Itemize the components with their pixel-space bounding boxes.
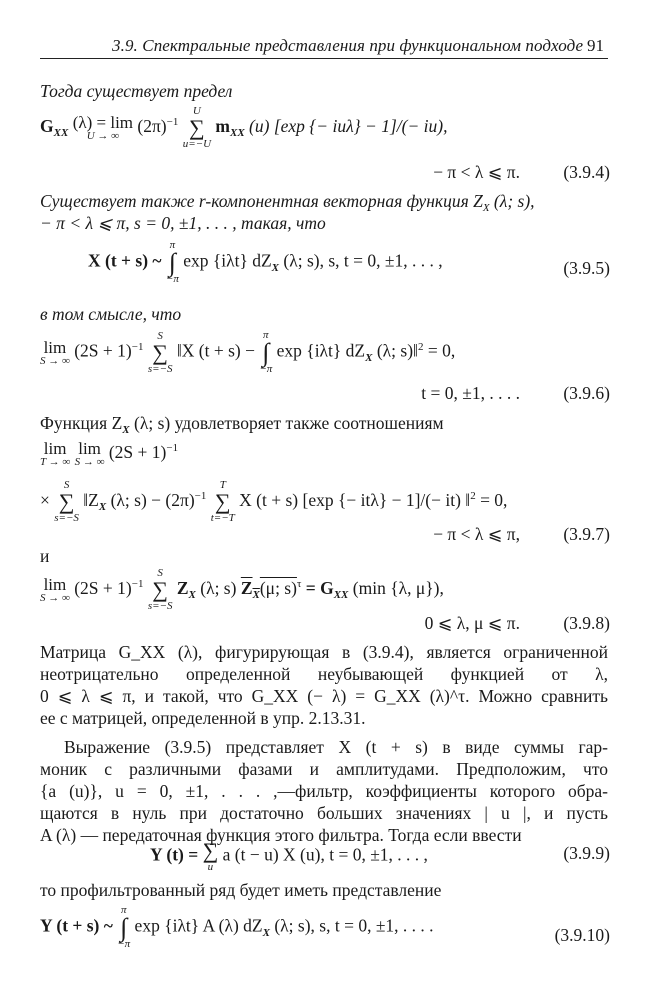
sum-operator: T ∑ t=−T [210,479,235,524]
page-number: 91 [587,36,604,55]
text-line: Существует также r-компонентная векторная функция $Z_X$ (λ; s), [40,191,535,214]
text-line: Функция $Z_X$ (λ; s) удовлетворяет также соотношениям [40,413,444,436]
equation-number: (3.9.8) [563,613,610,633]
text-line: и [40,546,50,566]
text-line: − π < λ ⩽ π, s = 0, ±1, . . . , такая, что [40,213,326,233]
integral-operator: π ∫ −π [117,904,131,951]
equation-number: (3.9.6) [563,383,610,403]
text-line: то профильтрованный ряд будет иметь представление [40,880,442,900]
equation-number: (3.9.5) [563,258,610,278]
equation-3-9-8: lim S → ∞ $(2S + 1)^{-1}$ S ∑ s=−S $Z_X$ (λ; s) $Z_X(\mu$; $s)^\tau = G_{XX}$ (min {λ, μ}), [40,567,444,612]
equation-3-9-10: Y (t + s) ~ π ∫ −π exp {iλt} A (λ) $dZ_X$ (λ; s), s, t = 0, ±1, . . . . [40,904,434,951]
equation-range: − π < λ ⩽ π, [433,524,520,544]
conjugate-term: $Z_X(\mu$; s) [240,578,297,602]
equation-range: − π < λ ⩽ π. [433,162,520,182]
sum-operator: S ∑ s=−S [147,329,173,375]
paragraph: Выражение (3.9.5) представляет X (t + s) в виде суммы гар- моник с различными фазами и амплитудами. Предположим, что {a (u)}, u = 0, ±1, . . . ,—фильтр, коэффициенты которого обра- щаются в нуль при достаточно больших значениях | u |, и пусть A (λ) — передаточная функция этого фильтра. Тогда если ввести [40,737,608,845]
sum-operator: U ∑ u=−U [182,105,212,150]
equation-3-9-5: X (t + s) ~ π ∫ −π exp {iλt} $dZ_X$ (λ; s), s, t = 0, ±1, . . . , [88,239,443,286]
integral-operator: π ∫ −π [165,239,179,286]
integral-operator: π ∫ −π [259,329,273,376]
text-line: Тогда существует предел [40,81,233,101]
paragraph: Матрица G_XX (λ), фигурирующая в (3.9.4), является ограниченной неотрицательно определенной неубывающей функцией от λ, 0 ⩽ λ ⩽ π, и такой, что G_XX (− λ) = G_XX (λ)^τ. Можно сравнить ее с матрицей, определенной в упр. 2.13.31. [40,642,608,728]
equation-3-9-4: $G_{XX}$ (λ) = lim U → ∞ $(2\pi)^{-1}$ U ∑ u=−U $m_{XX}$ (u) [exp {− iuλ} − 1]/(− iu), [40,105,448,150]
equation-range: t = 0, ±1, . . . . [421,383,520,403]
sum-operator: S ∑ s=−S [54,479,79,524]
sum-operator: ∑ u [202,838,219,873]
equation-range: 0 ⩽ λ, μ ⩽ π. [424,613,520,633]
equation-3-9-7-line1: lim T → ∞ lim S → ∞ $(2S + 1)^{-1}$ [40,439,179,468]
text-line: в том смысле, что [40,304,182,324]
equation-3-9-6: lim S → ∞ $(2S + 1)^{-1}$ S ∑ s=−S ‖X (t + s) − π ∫ −π exp {iλt} $dZ_X$ (λ; s)‖$^2$ = 0, [40,329,456,376]
running-title: 3.9. Спектральные представления при функциональном подходе [112,36,584,55]
equation-number: (3.9.7) [563,524,610,544]
page-header [40,34,608,59]
equation-number: (3.9.9) [563,843,610,863]
equation-3-9-7-line2: × S ∑ s=−S $‖Z_X$ (λ; $s) - (2\pi)^{-1}$ T ∑ t=−T X (t + s) [exp {− itλ} − 1]/(− it) ‖$^2$ = 0, [40,479,508,524]
lim-operator: (λ) = lim U → ∞ [72,113,134,142]
equation-number: (3.9.10) [554,925,610,945]
equation-number: (3.9.4) [563,162,610,182]
sum-operator: S ∑ s=−S [147,567,173,612]
lim-operator: lim S → ∞ [40,337,70,367]
equation-3-9-9: Y (t) = ∑ u a (t − u) X (u), t = 0, ±1, . . . , [150,838,428,873]
